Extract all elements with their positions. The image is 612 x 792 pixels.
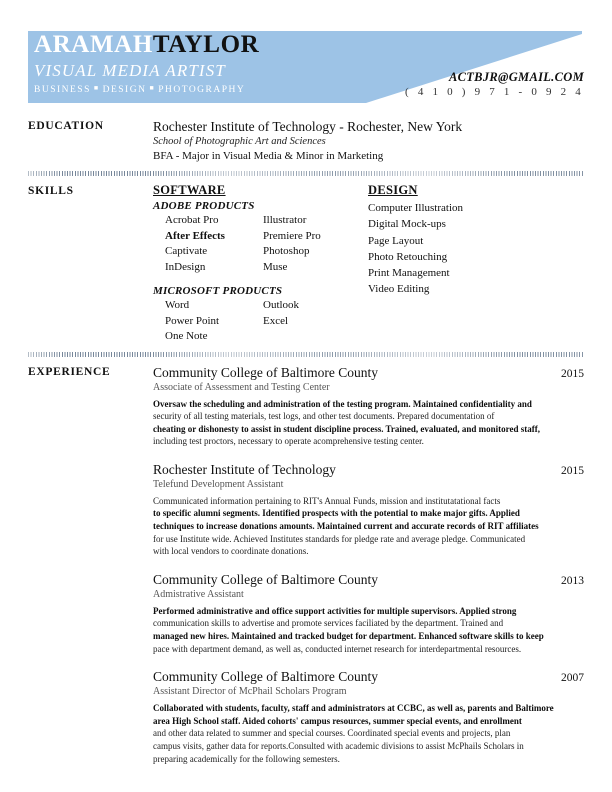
design-column bbox=[368, 183, 584, 298]
software-subheading: ADOBE PRODUCTS bbox=[153, 200, 255, 212]
job-description bbox=[153, 398, 584, 448]
skill-item: Captivate bbox=[165, 245, 208, 257]
education-body bbox=[153, 118, 584, 164]
tagline-part-design: DESIGN bbox=[102, 85, 147, 95]
software-heading: SOFTWARE bbox=[153, 183, 226, 197]
tagline-part-business: BUSINESS bbox=[34, 85, 91, 95]
job-description-line: Communicated information pertaining to RIT's Annual Funds, mission and institutatational facts bbox=[153, 495, 501, 506]
job-title: Admistrative Assistant bbox=[153, 588, 244, 600]
software-item-grid bbox=[153, 213, 368, 275]
employment-year: 2015 bbox=[561, 367, 584, 380]
job-description-line: preparing academically for the following semesters. bbox=[153, 753, 340, 764]
email-address[interactable]: ACTBJR@GMAIL.COM bbox=[448, 70, 584, 84]
education-section bbox=[0, 118, 612, 164]
job-description-line: including test proctors, necessary to operate acomprehensive testing center. bbox=[153, 436, 424, 447]
job-description-line: security of all testing materials, test logs, and other test documents. Prepared documentation of bbox=[153, 411, 495, 422]
job-description-line: Collaborated with students, faculty, staff and administrators at CCBC, as well as, parents and Baltimore bbox=[153, 703, 554, 714]
experience-entry bbox=[153, 668, 584, 765]
software-item-grid bbox=[153, 298, 368, 345]
job-description bbox=[153, 495, 584, 558]
software-subheading: MICROSOFT PRODUCTS bbox=[153, 285, 283, 297]
job-description bbox=[153, 605, 584, 655]
job-description-line: with local vendors to coordinate donations. bbox=[153, 546, 309, 557]
job-description-line: for use Institute wide. Achieved Institutes standards for pledge rate and average pledge. Communicated bbox=[153, 533, 526, 544]
skill-item: Acrobat Pro bbox=[165, 214, 219, 226]
experience-entry-header bbox=[153, 571, 584, 588]
job-description-line: communication skills to advertise and promote services faciliated by the department. Trained and bbox=[153, 618, 504, 629]
job-title: Associate of Assessment and Testing Center bbox=[153, 381, 330, 393]
skill-item: Outlook bbox=[263, 299, 300, 311]
section-label-education: EDUCATION bbox=[28, 120, 104, 132]
section-divider bbox=[28, 171, 584, 176]
skill-item: Word bbox=[165, 299, 190, 311]
skills-body bbox=[153, 183, 584, 345]
job-description bbox=[153, 702, 584, 765]
design-skill-item: Page Layout bbox=[368, 234, 424, 247]
software-groups bbox=[153, 200, 368, 345]
employment-year: 2013 bbox=[561, 574, 584, 587]
job-description-line: campus visits, gather data for reports.Consulted with academic divisions to assist McPhails Scholars in bbox=[153, 741, 524, 751]
skill-item: Power Point bbox=[165, 314, 220, 327]
experience-entry bbox=[153, 571, 584, 655]
experience-entry bbox=[153, 461, 584, 558]
section-divider bbox=[28, 352, 584, 357]
experience-section bbox=[0, 364, 612, 766]
skill-item: Illustrator bbox=[263, 214, 307, 226]
education-degree: BFA - Major in Visual Media & Minor in Marketing bbox=[153, 150, 384, 162]
job-description-line: Performed administrative and office support activities for multiple supervisors. Applied strong bbox=[153, 605, 517, 616]
design-skill-item: Computer Illustration bbox=[368, 202, 464, 214]
skill-item: Excel bbox=[263, 314, 289, 327]
software-item-column bbox=[263, 213, 368, 275]
employer-name: Community College of Baltimore County bbox=[153, 571, 378, 587]
contact-info bbox=[405, 70, 584, 100]
first-name: ARAMAH bbox=[34, 31, 153, 58]
resume-content bbox=[0, 118, 612, 765]
software-item-column bbox=[263, 298, 368, 345]
software-item-column bbox=[165, 298, 263, 345]
skill-item: Muse bbox=[263, 260, 288, 273]
phone-number[interactable]: ( 4 1 0 ) 9 7 1 - 0 9 2 4 bbox=[405, 86, 584, 98]
header-banner bbox=[0, 0, 612, 120]
job-description-line: and other data related to summer and special courses. Coordinated special events and projects, plan bbox=[153, 728, 511, 739]
full-name bbox=[34, 31, 454, 58]
skill-item: Premiere Pro bbox=[263, 229, 321, 242]
design-heading: DESIGN bbox=[368, 183, 418, 197]
employment-year: 2007 bbox=[561, 672, 584, 685]
tagline-separator-icon: ■ bbox=[93, 84, 100, 92]
software-item-column bbox=[165, 213, 263, 275]
tagline-part-photography: PHOTOGRAPHY bbox=[158, 85, 246, 95]
skills-group-gap bbox=[153, 275, 368, 283]
employment-year: 2015 bbox=[561, 464, 584, 477]
last-name: TAYLOR bbox=[152, 31, 260, 58]
skill-item: One Note bbox=[165, 330, 208, 342]
design-skill-item: Photo Retouching bbox=[368, 250, 448, 263]
professional-role: VISUAL MEDIA ARTIST bbox=[34, 61, 226, 80]
design-skill-item: Digital Mock-ups bbox=[368, 218, 446, 231]
software-column bbox=[153, 183, 368, 345]
skill-item: InDesign bbox=[165, 260, 206, 273]
header-identity bbox=[34, 31, 454, 96]
design-items-list bbox=[368, 200, 584, 298]
section-label-experience: EXPERIENCE bbox=[28, 365, 111, 378]
experience-list bbox=[153, 364, 584, 766]
employer-name: Community College of Baltimore County bbox=[153, 364, 378, 380]
job-description-line: managed new hires. Maintained and tracked budget for department. Enhanced software skills to keep bbox=[153, 631, 544, 642]
job-description-line: cheating or dishonesty to assist in student discipline process. Trained, evaluated, and monitored staff, bbox=[153, 423, 540, 434]
skill-item: Photoshop bbox=[263, 245, 310, 257]
experience-entry-header bbox=[153, 668, 584, 685]
job-title: Assistant Director of McPhail Scholars Program bbox=[153, 686, 347, 698]
job-description-line: area High School staff. Aided cohorts' campus resources, summer special events, and enrollment bbox=[153, 715, 522, 726]
education-department: School of Photographic Art and Sciences bbox=[153, 136, 326, 147]
design-skill-item: Video Editing bbox=[368, 283, 430, 296]
skills-section bbox=[0, 183, 612, 345]
section-label-skills: SKILLS bbox=[28, 185, 74, 197]
job-description-line: techniques to increase donations amounts. Maintained current and accurate records of RIT affiliates bbox=[153, 521, 539, 532]
experience-entry bbox=[153, 364, 584, 448]
employer-name: Community College of Baltimore County bbox=[153, 669, 378, 685]
job-title: Telefund Development Assistant bbox=[153, 478, 284, 490]
job-description-line: to specific alumni segments. Identified prospects with the potential to make major gifts. Applied bbox=[153, 508, 520, 519]
education-school: Rochester Institute of Technology - Rochester, New York bbox=[153, 119, 463, 134]
skill-item: After Effects bbox=[165, 229, 225, 242]
employer-name: Rochester Institute of Technology bbox=[153, 461, 336, 477]
tagline-separator-icon: ■ bbox=[149, 84, 156, 92]
job-description-line: pace with department demand, as well as, conducted internet research for interdepartmental resources. bbox=[153, 643, 522, 654]
job-description-line: Oversaw the scheduling and administration of the testing program. Maintained confidentiality and bbox=[153, 398, 532, 409]
design-skill-item: Print Management bbox=[368, 267, 450, 280]
experience-entry-header bbox=[153, 364, 584, 381]
experience-entry-header bbox=[153, 461, 584, 478]
specialty-tagline bbox=[34, 82, 454, 96]
